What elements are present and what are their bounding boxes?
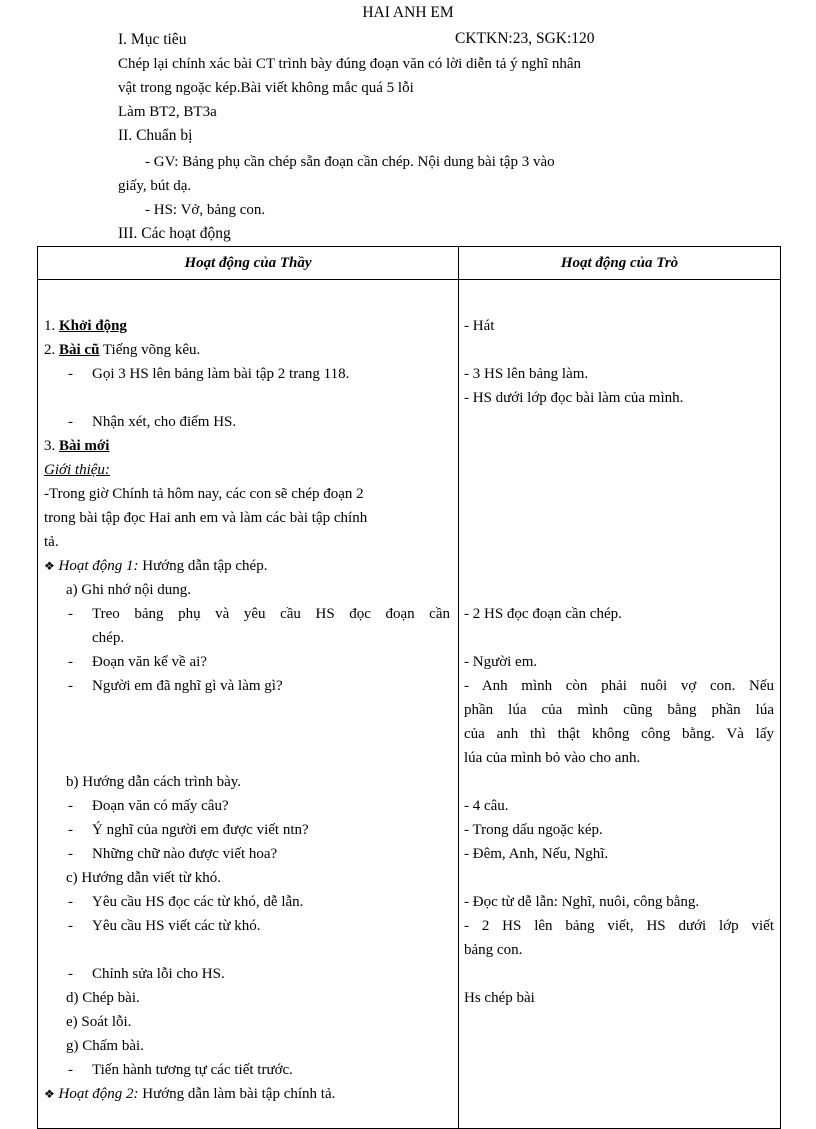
student-response: - Anh mình còn phải nuôi vợ con. Nếu [464, 678, 774, 694]
dash-marker: - [68, 918, 73, 934]
dash-marker: - [68, 894, 73, 910]
student-response: - 2 HS đọc đoạn cần chép. [464, 606, 622, 622]
teacher-step: Gọi 3 HS lên bảng làm bài tập 2 trang 118. [92, 366, 350, 382]
teacher-question: Ý nghĩ của người em được viết ntn? [92, 822, 309, 838]
dash-marker: - [68, 678, 73, 694]
activity-2-heading [44, 1084, 335, 1104]
teacher-question: Đoạn văn có mấy câu? [92, 798, 229, 814]
objective-line-2: vật trong ngoặc kép.Bài viết không mắc quá 5 lỗi [118, 80, 414, 96]
prep-student-line: - HS: Vở, bảng con. [145, 202, 266, 218]
section-preparation-heading: II. Chuẩn bị [118, 127, 193, 144]
intro-text-line-1: -Trong giờ Chính tả hôm nay, các con sẽ chép đoạn 2 [44, 486, 364, 502]
introduction-heading: Giới thiệu: [44, 462, 110, 478]
teacher-question: Đoạn văn kể về ai? [92, 654, 207, 670]
dash-marker: - [68, 654, 73, 670]
intro-text-line-2: trong bài tập đọc Hai anh em và làm các bài tập chính [44, 510, 368, 526]
prep-teacher-line-1: - GV: Bảng phụ cần chép sẵn đoạn cần chép. Nội dung bài tập 3 vào [145, 154, 555, 170]
step-d-heading: d) Chép bài. [66, 990, 140, 1006]
teacher-step: Yêu cầu HS viết các từ khó. [92, 918, 261, 934]
activity-1-text: Hướng dẫn tập chép. [138, 558, 268, 574]
diamond-bullet-icon: ❖ [44, 559, 55, 573]
teacher-question: Người em đã nghĩ gì và làm gì? [92, 678, 283, 694]
section-objectives-heading: I. Mục tiêu [118, 31, 187, 48]
student-response: - 3 HS lên bảng làm. [464, 366, 589, 382]
activity-1-label: Hoạt động 1: [58, 558, 139, 574]
new-lesson-item [44, 436, 109, 456]
activity-1-heading [44, 556, 267, 576]
dash-marker: - [68, 414, 73, 430]
student-response: Hs chép bài [464, 990, 535, 1006]
student-activities-cell [459, 280, 781, 1129]
old-lesson-number: 2. [44, 342, 59, 358]
old-lesson-heading: Bài cũ [59, 342, 100, 358]
student-response-continued: bảng con. [464, 942, 523, 958]
student-response: - 4 câu. [464, 798, 509, 814]
new-lesson-heading: Bài mới [59, 438, 110, 454]
activity-2-label: Hoạt động 2: [58, 1086, 139, 1102]
step-a-heading: a) Ghi nhớ nội dung. [66, 582, 192, 598]
student-response-continued: của anh thì thật không công bằng. Và lấy [464, 726, 774, 742]
warmup-number: 1. [44, 318, 59, 334]
student-response: - Đọc từ dễ lẫn: Nghĩ, nuôi, công bằng. [464, 894, 700, 910]
teacher-step-continued: chép. [92, 630, 125, 646]
activity-2-text: Hướng dẫn làm bài tập chính tả. [138, 1086, 336, 1102]
student-response: - Đêm, Anh, Nếu, Nghĩ. [464, 846, 609, 862]
teacher-step: Treo bảng phụ và yêu cầu HS đọc đoạn cần [92, 606, 450, 622]
step-c-heading: c) Hướng dẫn viết từ khó. [66, 870, 221, 886]
dash-marker: - [68, 822, 73, 838]
prep-teacher-line-2: giấy, bút dạ. [118, 178, 192, 194]
step-b-heading: b) Hướng dẫn cách trình bày. [66, 774, 242, 790]
step-g-heading: g) Chấm bài. [66, 1038, 144, 1054]
teacher-step: Yêu cầu HS đọc các từ khó, dễ lẫn. [92, 894, 304, 910]
section-activities-heading: III. Các hoạt động [118, 225, 231, 242]
teacher-column-header: Hoạt động của Thầy [38, 247, 459, 280]
teacher-step: Nhận xét, cho điểm HS. [92, 414, 237, 430]
teacher-activities-cell [38, 280, 459, 1129]
student-response: - Người em. [464, 654, 538, 670]
old-lesson-text: Tiếng võng kêu. [99, 342, 201, 358]
warmup-item [44, 316, 127, 336]
student-response: - 2 HS lên bảng viết, HS dưới lớp viết [464, 918, 774, 934]
warmup-heading: Khởi động [59, 318, 127, 334]
student-response-continued: lúa của mình bỏ vào cho anh. [464, 750, 641, 766]
dash-marker: - [68, 1062, 73, 1078]
dash-marker: - [68, 366, 73, 382]
objective-line-3: Làm BT2, BT3a [118, 104, 217, 120]
student-response: - Hát [464, 318, 495, 334]
teacher-step: Chỉnh sửa lỗi cho HS. [92, 966, 225, 982]
step-e-heading: e) Soát lỗi. [66, 1014, 132, 1030]
student-response: - HS dưới lớp đọc bài làm của mình. [464, 390, 684, 406]
student-column-header: Hoạt động của Trò [459, 247, 781, 280]
dash-marker: - [68, 798, 73, 814]
dash-marker: - [68, 606, 73, 622]
intro-text-line-3: tả. [44, 534, 59, 550]
curriculum-reference: CKTKN:23, SGK:120 [455, 30, 595, 47]
student-response: - Trong dấu ngoặc kép. [464, 822, 603, 838]
teacher-question: Những chữ nào được viết hoa? [92, 846, 278, 862]
page-title: HAI ANH EM [362, 4, 454, 21]
old-lesson-item [44, 340, 200, 360]
dash-marker: - [68, 966, 73, 982]
objective-line-1: Chép lại chính xác bài CT trình bày đúng đoạn văn có lời diễn tả ý nghĩ nhân [118, 56, 581, 72]
teacher-step: Tiến hành tương tự các tiết trước. [92, 1062, 293, 1078]
dash-marker: - [68, 846, 73, 862]
lesson-plan-table [37, 246, 781, 1129]
student-response-continued: phần lúa của mình cũng bằng phần lúa [464, 702, 774, 718]
new-lesson-number: 3. [44, 438, 59, 454]
diamond-bullet-icon: ❖ [44, 1087, 55, 1101]
